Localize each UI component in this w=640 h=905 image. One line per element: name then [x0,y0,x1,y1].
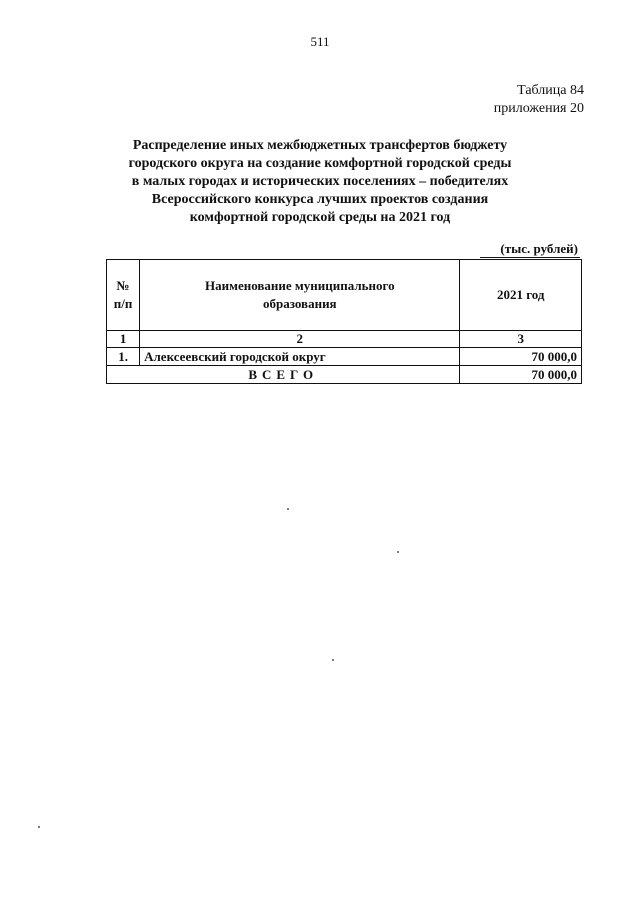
document-title-line-2: городского округа на создание комфортной городской среды [128,156,512,171]
header-number-line-1: № [116,278,130,293]
document-title-line-4: Всероссийского конкурса лучших проектов создания [151,192,489,207]
table-reference-line-1: Таблица 84 [517,83,584,98]
allocation-table [106,259,582,384]
header-municipality-line-2: образования [263,296,337,311]
total-value: 70 000,0 [460,366,582,384]
document-title-line-5: комфортной городской среды на 2021 год [189,210,451,225]
table-reference-line-2: приложения 20 [493,101,584,116]
units-label: (тыс. рублей) [500,241,578,256]
column-index-row [107,331,582,348]
scan-speck [38,826,40,828]
header-number-line-2: п/п [113,296,133,311]
document-title-line-1: Распределение иных межбюджетных трансфертов бюджету [132,138,508,153]
column-index-3: 3 [460,331,582,348]
header-municipality-line-1: Наименование муниципального [205,278,395,293]
scan-speck [397,551,399,553]
document-title-line-3: в малых городах и исторических поселениях – победителях [131,174,509,189]
row-value: 70 000,0 [460,348,582,366]
scan-speck [287,508,289,510]
row-municipality: Алексеевский городской округ [140,348,460,366]
header-municipality [140,260,460,331]
document-title [100,137,540,227]
total-label: ВСЕГО [107,366,460,384]
header-year: 2021 год [460,260,582,331]
column-index-2: 2 [140,331,460,348]
table-header-row [107,260,582,331]
total-row [107,366,582,384]
column-index-1: 1 [107,331,140,348]
units-underline [480,257,580,258]
table-row [107,348,582,366]
row-number: 1. [107,348,140,366]
header-number [107,260,140,331]
table-reference [494,82,584,118]
scan-speck [332,659,334,661]
page-number: 511 [310,34,330,49]
